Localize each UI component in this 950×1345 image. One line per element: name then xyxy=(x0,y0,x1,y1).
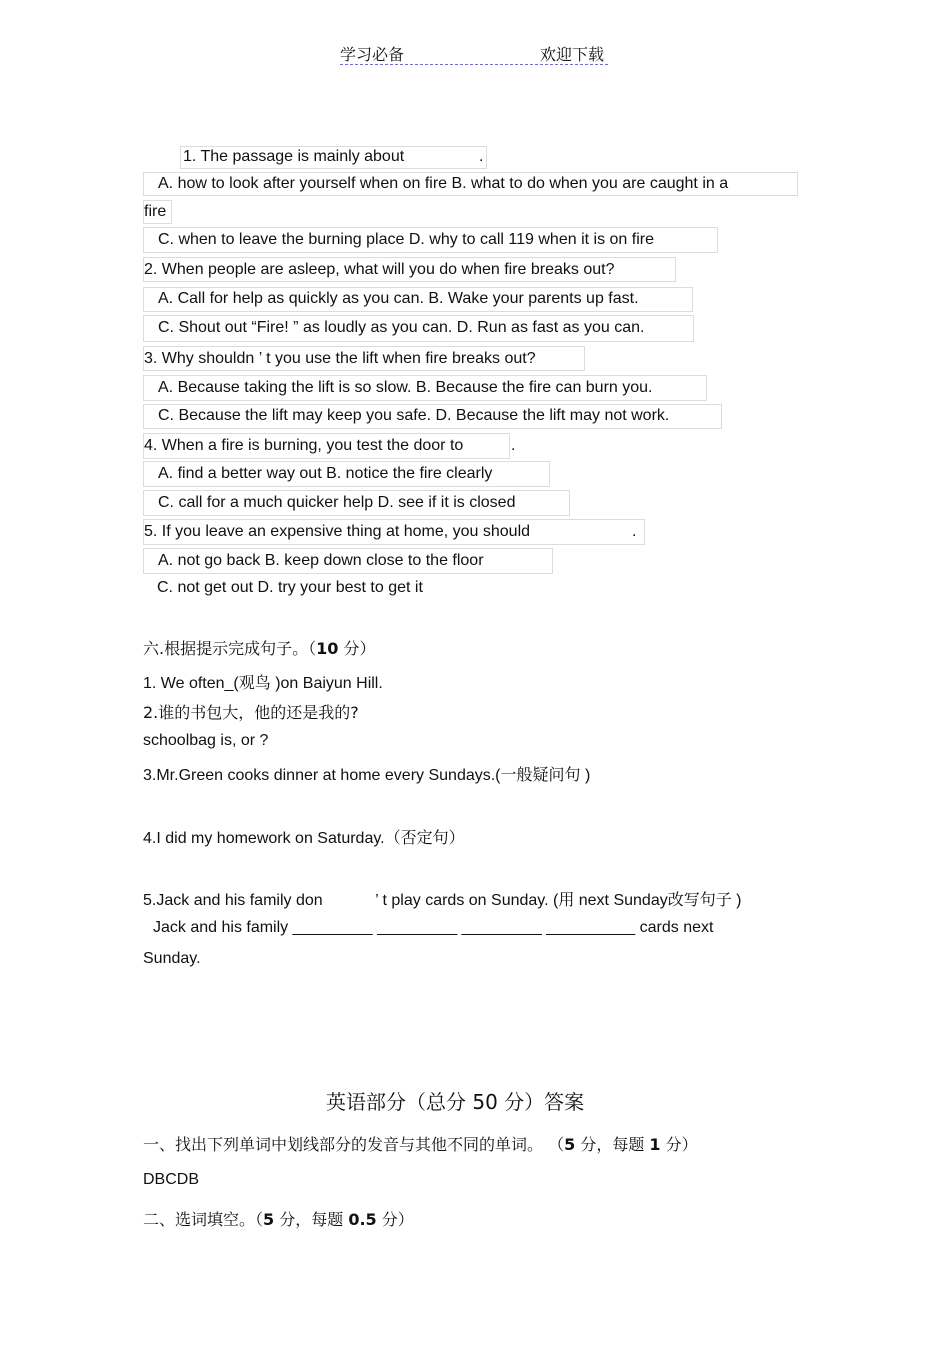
question-4-blank-dot: . xyxy=(511,437,516,454)
option-text: C. when to leave the burning place D. why to call 119 when it is on fire xyxy=(158,231,654,248)
question-4-options-ab xyxy=(143,461,550,487)
option-text: C. Because the lift may keep you safe. D. Because the lift may not work. xyxy=(158,407,670,424)
part-2-score: 5 xyxy=(263,1210,275,1229)
answers-title: 英语部分（总分 50 分）答案 xyxy=(326,1090,585,1114)
section-6-title xyxy=(143,636,375,659)
answers-part-1-heading xyxy=(143,1132,698,1155)
question-5-box xyxy=(143,519,645,545)
sentence-5 xyxy=(143,887,742,910)
question-5-options-ab xyxy=(143,548,553,574)
section-number: 六 xyxy=(143,639,160,658)
section-score: 10 xyxy=(316,639,339,658)
question-1-options-cd xyxy=(143,227,718,253)
option-text: C. call for a much quicker help D. see if it is closed xyxy=(158,494,516,511)
question-1-option-cont xyxy=(143,200,172,224)
sentence-5-fill-end: Sunday. xyxy=(143,950,201,967)
question-4-options-cd xyxy=(143,490,570,516)
sentence-5-part-b: ’ t play cards on Sunday. (用 next Sunday改写句子 ) xyxy=(375,892,742,909)
sentence-4: 4.I did my homework on Saturday.（否定句） xyxy=(143,830,465,847)
option-text: fire xyxy=(144,203,167,220)
sentence-5-fill-line: Jack and his family _________ _________ _________ __________ cards next xyxy=(153,919,714,936)
part-1-unit: 分） xyxy=(660,1135,698,1154)
part-1-mid: 分，每题 xyxy=(575,1135,650,1154)
question-3-options-cd xyxy=(143,404,722,429)
question-2-options-cd xyxy=(143,315,694,342)
question-2-box xyxy=(143,257,676,282)
part-1-score: 5 xyxy=(564,1135,576,1154)
option-text: A. find a better way out B. notice the fire clearly xyxy=(158,465,493,482)
header-left-text: 学习必备 xyxy=(340,45,405,64)
option-text: A. how to look after yourself when on fire B. what to do when you are caught in a xyxy=(158,175,729,192)
part-2-unit: 分） xyxy=(376,1210,414,1229)
question-1: 1. The passage is mainly about xyxy=(183,148,405,165)
option-text: A. Because taking the lift is so slow. B. Because the fire can burn you. xyxy=(158,379,653,396)
sentence-2-answer: schoolbag is, or ? xyxy=(143,732,269,749)
question-3-box xyxy=(143,346,585,371)
option-text: A. Call for help as quickly as you can. B. Wake your parents up fast. xyxy=(158,290,639,307)
sentence-3: 3.Mr.Green cooks dinner at home every Sundays.(一般疑问句 ) xyxy=(143,767,591,784)
question-4-box xyxy=(143,433,516,459)
sentence-2: 2.谁的书包大，他的还是我的? xyxy=(143,703,359,722)
question-2: 2. When people are asleep, what will you do when fire breaks out? xyxy=(144,261,615,278)
option-text: A. not go back B. keep down close to the floor xyxy=(158,552,484,569)
part-1-each-score: 1 xyxy=(649,1135,661,1154)
section-score-unit: 分） xyxy=(338,639,376,658)
sentence-5-part-a: 5.Jack and his family don xyxy=(143,892,323,909)
question-1-blank-dot: . xyxy=(479,148,484,165)
question-2-options-ab xyxy=(143,287,693,312)
question-5-options-cd: C. not get out D. try your best to get it xyxy=(157,579,423,596)
question-1-box xyxy=(180,146,487,169)
header-right-text: 欢迎下载 xyxy=(539,45,604,64)
question-4: 4. When a fire is burning, you test the door to xyxy=(144,437,464,454)
question-5-blank-dot: . xyxy=(632,523,637,540)
sentence-1: 1. We often_(观鸟 )on Baiyun Hill. xyxy=(143,675,383,692)
option-text: C. Shout out “Fire! ” as loudly as you can. D. Run as fast as you can. xyxy=(158,319,645,336)
part-2-text: 二、选词填空。（ xyxy=(143,1210,264,1229)
question-3-options-ab xyxy=(143,375,707,401)
part-2-mid: 分，每题 xyxy=(274,1210,349,1229)
page-header xyxy=(340,40,608,65)
question-5: 5. If you leave an expensive thing at home, you should xyxy=(144,523,531,540)
answers-part-2-heading xyxy=(143,1207,414,1230)
question-3: 3. Why shouldn ’ t you use the lift when fire breaks out? xyxy=(144,350,536,367)
part-1-text: 一、找出下列单词中划线部分的发音与其他不同的单词。 （ xyxy=(143,1135,565,1154)
part-2-each-score: 0.5 xyxy=(348,1210,377,1229)
section-title-text: .根据提示完成句子。（ xyxy=(159,639,317,658)
answers-part-1-answer: DBCDB xyxy=(143,1171,200,1188)
question-1-options-ab xyxy=(143,172,798,196)
